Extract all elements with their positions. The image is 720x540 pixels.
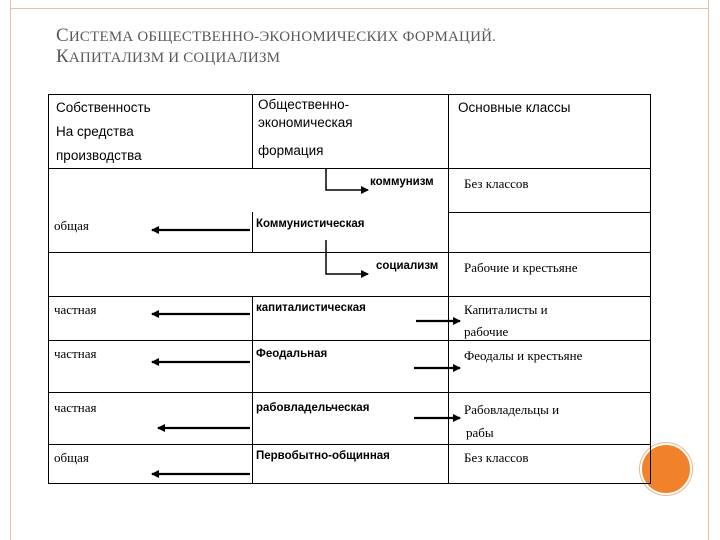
formation-feudal: Феодальная <box>256 348 328 360</box>
classes-capitalist-1: Капиталисты и <box>464 302 548 317</box>
property-primitive: общая <box>54 450 89 465</box>
formation-communism: коммунизм <box>370 176 434 188</box>
title-line-1: СИСТЕМА ОБЩЕСТВЕННО-ЭКОНОМИЧЕСКИХ ФОРМАЦИЙ. <box>56 25 497 46</box>
formation-capitalist: капиталистическая <box>256 302 366 314</box>
classes-primitive: Без классов <box>464 450 529 465</box>
arrow-to-communism <box>326 168 368 190</box>
header-property: Собственность На средства производства <box>56 100 151 163</box>
property-communist: общая <box>54 218 89 233</box>
classes-slave-2: рабы <box>466 425 494 440</box>
title-line-2: КАПИТАЛИЗМ И СОЦИАЛИЗМ <box>56 46 281 67</box>
formation-socialism: социализм <box>376 260 439 272</box>
formation-primitive: Первобытно-общинная <box>256 450 390 462</box>
property-capitalist: частная <box>54 302 97 317</box>
header-formation: Общественно- экономическая формация <box>258 97 353 158</box>
formation-slave: рабовладельческая <box>256 402 370 414</box>
classes-capitalist-2: рабочие <box>464 324 509 339</box>
classes-communism: Без классов <box>464 176 529 191</box>
classes-slave-1: Рабовладельцы и <box>464 402 560 417</box>
classes-feudal: Феодалы и крестьяне <box>464 348 583 363</box>
property-feudal: частная <box>54 346 97 361</box>
arrow-to-socialism <box>326 240 368 274</box>
property-slave: частная <box>54 400 97 415</box>
header-classes: Основные классы <box>458 100 571 115</box>
classes-socialism: Рабочие и крестьяне <box>464 260 578 275</box>
formation-communist: Коммунистическая <box>256 218 365 230</box>
